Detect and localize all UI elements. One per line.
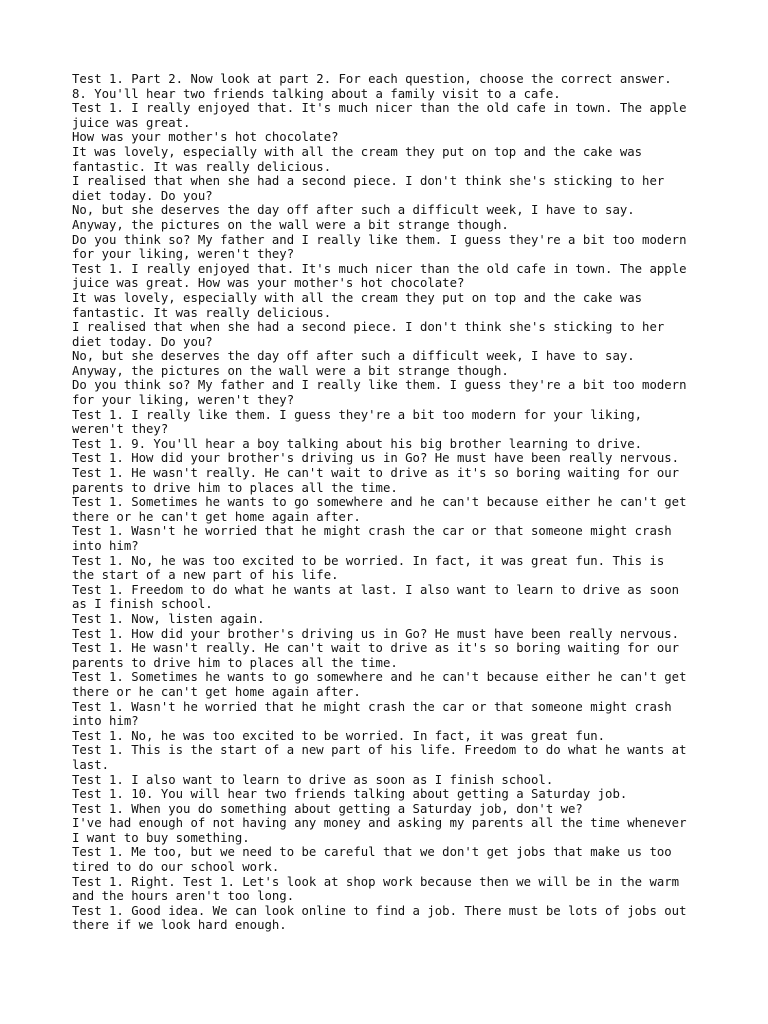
transcript-line: last. — [72, 757, 110, 772]
transcript-line: Test 1. He wasn't really. He can't wait to drive as it's so boring waiting for our — [72, 641, 680, 656]
transcript-line: Test 1. How did your brother's driving us in Go? He must have been really nervous. — [72, 451, 680, 466]
transcript-line: Test 1. No, he was too excited to be worried. In fact, it was great fun. This is — [72, 553, 665, 568]
transcript-line: Test 1. I really enjoyed that. It's much nicer than the old cafe in town. The apple — [72, 101, 687, 116]
transcript-line: fantastic. It was really delicious. — [72, 159, 332, 174]
transcript-line: for your liking, weren't they? — [72, 393, 295, 408]
transcript-line: Anyway, the pictures on the wall were a bit strange though. — [72, 217, 509, 232]
transcript-line: It was lovely, especially with all the cream they put on top and the cake was — [72, 290, 643, 305]
transcript-line: Test 1. Me too, but we need to be careful that we don't get jobs that make us too — [72, 845, 672, 860]
document-page — [72, 72, 712, 933]
transcript-line: Test 1. No, he was too excited to be worried. In fact, it was great fun. — [72, 728, 606, 743]
transcript-line: into him? — [72, 714, 139, 729]
transcript-line: Anyway, the pictures on the wall were a bit strange though. — [72, 363, 509, 378]
transcript-line: and the hours aren't too long. — [72, 889, 295, 904]
transcript-line: there or he can't get home again after. — [72, 509, 361, 524]
transcript-line: Test 1. This is the start of a new part of his life. Freedom to do what he wants at — [72, 743, 687, 758]
transcript-line: Test 1. I also want to learn to drive as soon as I finish school. — [72, 772, 554, 787]
transcript-line: Test 1. When you do something about getting a Saturday job, don't we? — [72, 801, 583, 816]
transcript-line: Test 1. I really enjoyed that. It's much nicer than the old cafe in town. The apple — [72, 261, 687, 276]
transcript-line: Test 1. 10. You will hear two friends talking about getting a Saturday job. — [72, 787, 628, 802]
transcript-line: there if we look hard enough. — [72, 918, 287, 933]
transcript-line: 8. You'll hear two friends talking about a family visit to a cafe. — [72, 86, 561, 101]
transcript-line: Test 1. Sometimes he wants to go somewhere and he can't because either he can't get — [72, 670, 687, 685]
transcript-line: Test 1. Now, listen again. — [72, 611, 265, 626]
transcript-line: Test 1. How did your brother's driving us in Go? He must have been really nervous. — [72, 626, 680, 641]
transcript-line: Test 1. Good idea. We can look online to find a job. There must be lots of jobs out — [72, 903, 687, 918]
transcript-line: for your liking, weren't they? — [72, 247, 295, 262]
transcript-line: It was lovely, especially with all the cream they put on top and the cake was — [72, 144, 643, 159]
transcript-line: there or he can't get home again after. — [72, 684, 361, 699]
transcript-line: I realised that when she had a second piece. I don't think she's sticking to her — [72, 174, 665, 189]
transcript-line: How was your mother's hot chocolate? — [72, 130, 339, 145]
transcript-line: Test 1. Right. Test 1. Let's look at shop work because then we will be in the warm — [72, 874, 680, 889]
transcript-line: as I finish school. — [72, 597, 213, 612]
transcript-line: the start of a new part of his life. — [72, 568, 339, 583]
transcript-line: Test 1. 9. You'll hear a boy talking about his big brother learning to drive. — [72, 436, 643, 451]
transcript-line: juice was great. How was your mother's hot chocolate? — [72, 276, 465, 291]
transcript-line: Test 1. He wasn't really. He can't wait to drive as it's so boring waiting for our — [72, 466, 680, 481]
transcript-line: Test 1. I really like them. I guess they're a bit too modern for your liking, — [72, 407, 643, 422]
transcript-line: Test 1. Freedom to do what he wants at last. I also want to learn to drive as soon — [72, 582, 680, 597]
transcript-line: diet today. Do you? — [72, 188, 213, 203]
transcript-line: juice was great. — [72, 115, 191, 130]
transcript-line: Test 1. Wasn't he worried that he might crash the car or that someone might crash — [72, 524, 672, 539]
transcript-line: fantastic. It was really delicious. — [72, 305, 332, 320]
transcript-line: Do you think so? My father and I really like them. I guess they're a bit too modern — [72, 378, 687, 393]
transcript-line: weren't they? — [72, 422, 169, 437]
transcript-line: tired to do our school work. — [72, 860, 280, 875]
transcript-line: into him? — [72, 539, 139, 553]
transcript-line: I want to buy something. — [72, 830, 250, 845]
transcript-line: Do you think so? My father and I really like them. I guess they're a bit too modern — [72, 232, 687, 247]
transcript-line: parents to drive him to places all the time. — [72, 655, 398, 670]
transcript-line: Test 1. Part 2. Now look at part 2. For each question, choose the correct answer. — [72, 72, 672, 86]
transcript-line: Test 1. Sometimes he wants to go somewhere and he can't because either he can't get — [72, 495, 687, 510]
transcript-line: No, but she deserves the day off after such a difficult week, I have to say. — [72, 203, 635, 218]
transcript-line: parents to drive him to places all the time. — [72, 480, 398, 495]
transcript-line: Test 1. Wasn't he worried that he might crash the car or that someone might crash — [72, 699, 672, 714]
transcript-line: I realised that when she had a second piece. I don't think she's sticking to her — [72, 320, 665, 335]
transcript-line: I've had enough of not having any money and asking my parents all the time whenever — [72, 816, 687, 831]
transcript-line: diet today. Do you? — [72, 334, 213, 349]
transcript-line: No, but she deserves the day off after such a difficult week, I have to say. — [72, 349, 635, 364]
